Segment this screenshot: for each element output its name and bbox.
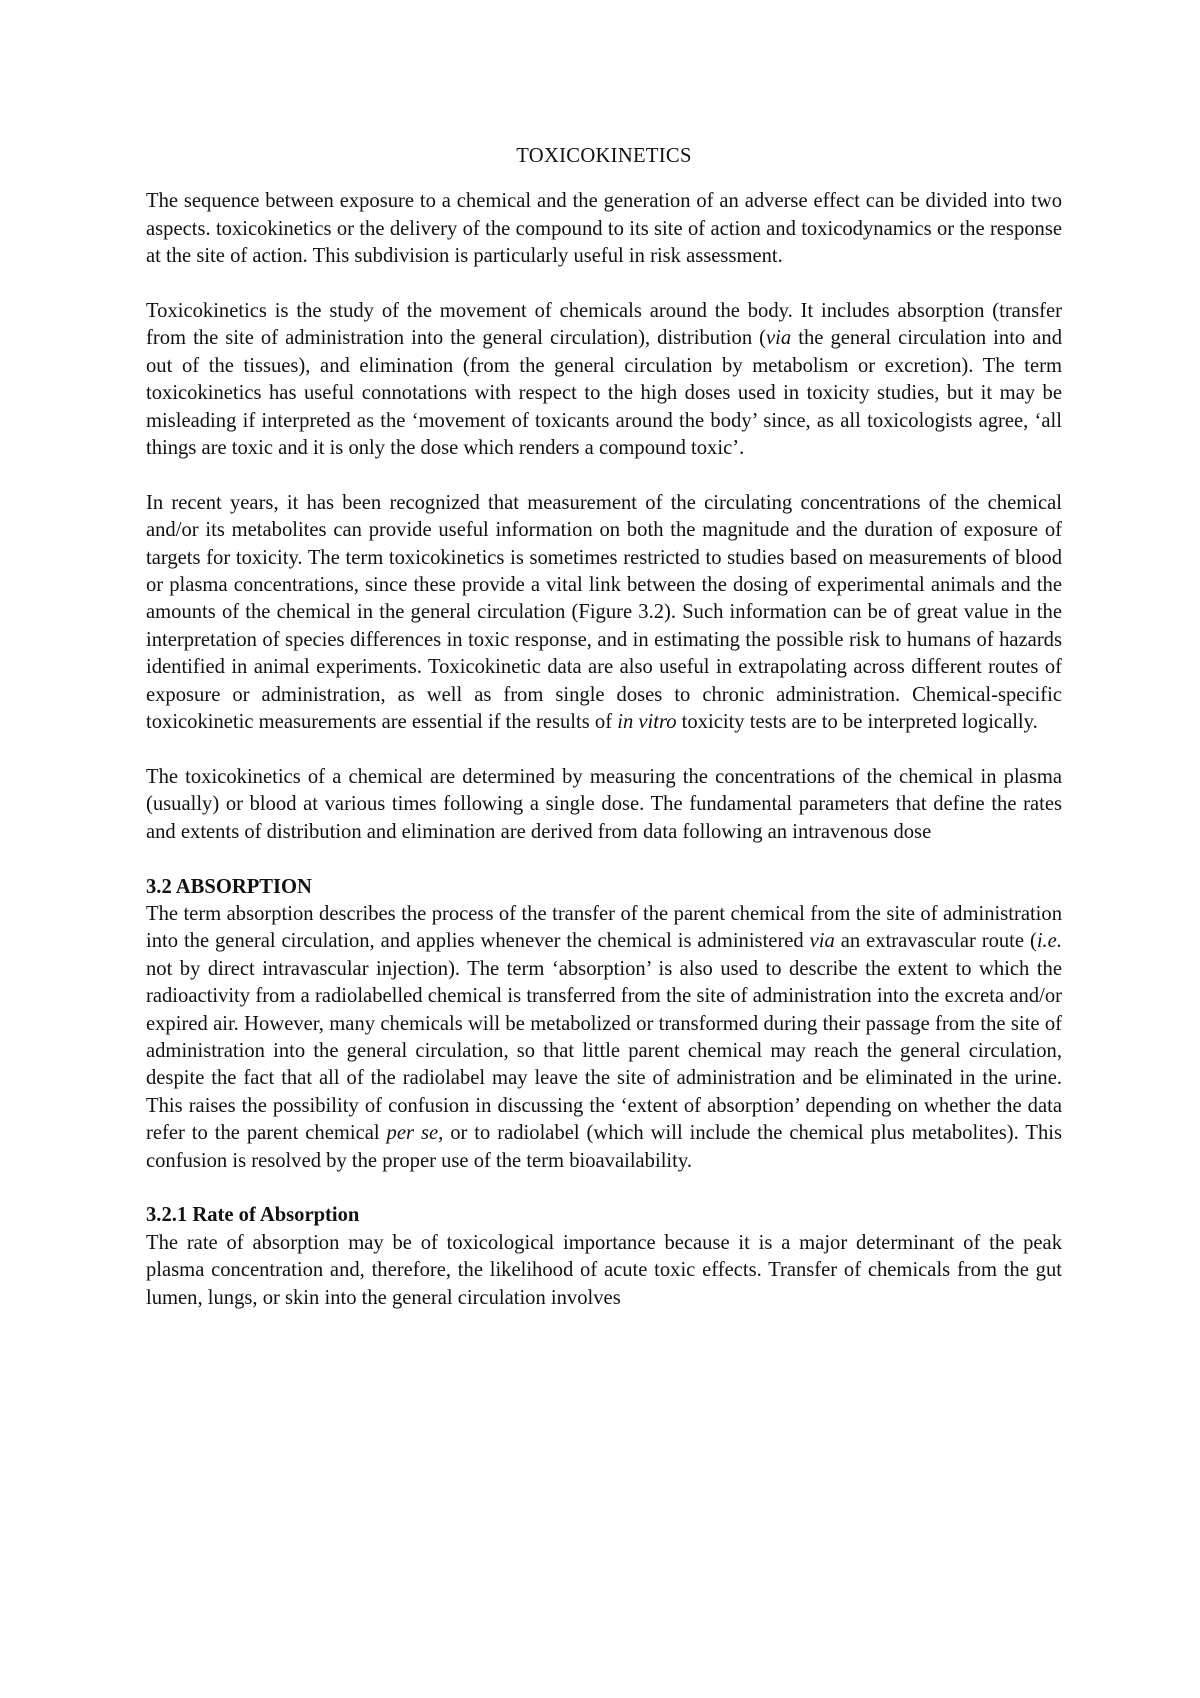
page-title: TOXICOKINETICS xyxy=(516,145,692,167)
text-run: an extravascular route ( xyxy=(834,930,1037,953)
text-run: toxicity tests are to be interpreted logically. xyxy=(676,711,1038,734)
text-run: Toxicokinetics is the study of the movement of chemicals around the body. It includes absorption (transfer from the site of administration into the general circulation), distribution ( xyxy=(146,300,1062,350)
text-run: not by direct intravascular injection). The term ‘absorption’ is also used to describe the extent to which the radioactivity from a radiolabelled chemical is transferred from the site of administration into the excreta and/or expired air. However, many chemicals will be metabolized or transformed during their passage from the site of administration into the general circulation, so that little parent chemical may reach the general circulation, despite the fact that all of the radiolabel may leave the site of administration and be eliminated in the urine. This raises the possibility of confusion in discussing the ‘extent of absorption’ depending on whether the data refer to the parent chemical xyxy=(146,957,1062,1145)
italic-term-via: via xyxy=(766,327,792,350)
paragraph-rate-of-absorption: The rate of absorption may be of toxicological importance because it is a major determinant of the peak plasma concentration and, therefore, the likelihood of acute toxic effects. Transfer of chemicals from the gut lumen, lungs, or skin into the general circulation involves xyxy=(146,1231,1062,1309)
italic-term-ie: i.e. xyxy=(1036,930,1062,953)
paragraph-absorption xyxy=(146,901,1062,1175)
text-run: The term absorption describes the process of the transfer of the parent chemical from the site of administration into the general circulation, and applies whenever the chemical is administered xyxy=(146,902,1062,953)
text-run: , or to radiolabel (which will include the chemical plus metabolites). This confusion is resolved by the proper use of the term bioavailability. xyxy=(146,1122,1062,1172)
paragraph-intro: The sequence between exposure to a chemical and the generation of an adverse effect can be divided into two aspects. toxicokinetics or the delivery of the compound to its site of action and toxicodynamics or the response at the site of action. This subdivision is particularly useful in risk assessment. xyxy=(146,190,1062,268)
italic-term-via: via xyxy=(809,930,835,953)
italic-term-in-vitro: in vitro xyxy=(617,711,677,734)
paragraph-toxicokinetics-definition xyxy=(146,298,1062,462)
text-run: the general circulation into and out of the tissues), and elimination (from the general circulation by metabolism or excretion). The term toxicokinetics has useful connotations with respect to the high doses used in toxicity studies, but it may be misleading if interpreted as the ‘movement of toxicants around the body’ since, as all toxicologists agree, ‘all things are toxic and it is only the dose which renders a compound toxic’. xyxy=(146,327,1063,460)
italic-term-per-se: per se xyxy=(386,1122,439,1145)
paragraph-recent-years xyxy=(146,490,1062,737)
text-run: In recent years, it has been recognized that measurement of the circulating concentrations of the chemical and/or its metabolites can provide useful information on both the magnitude and the duration of exposure of targets for toxicity. The term toxicokinetics is sometimes restricted to studies based on measurements of blood or plasma concentrations, since these provide a vital link between the dosing of experimental animals and the amounts of the chemical in the general circulation (Figure 3.2). Such information can be of great value in the interpretation of species differences in toxic response, and in estimating the possible risk to humans of hazards identified in animal experiments. Toxicokinetic data are also useful in extrapolating across different routes of exposure or administration, as well as from single doses to chronic administration. Chemical-specific toxicokinetic measurements are essential if the results of xyxy=(146,491,1062,734)
paragraph-parameters: The toxicokinetics of a chemical are determined by measuring the concentrations of the chemical in plasma (usually) or blood at various times following a single dose. The fundamental parameters that define the rates and extents of distribution and elimination are derived from data following an intravenous dose xyxy=(146,765,1062,843)
section-heading-rate-of-absorption: 3.2.1 Rate of Absorption xyxy=(146,1204,360,1227)
section-heading-absorption: 3.2 ABSORPTION xyxy=(146,875,312,898)
